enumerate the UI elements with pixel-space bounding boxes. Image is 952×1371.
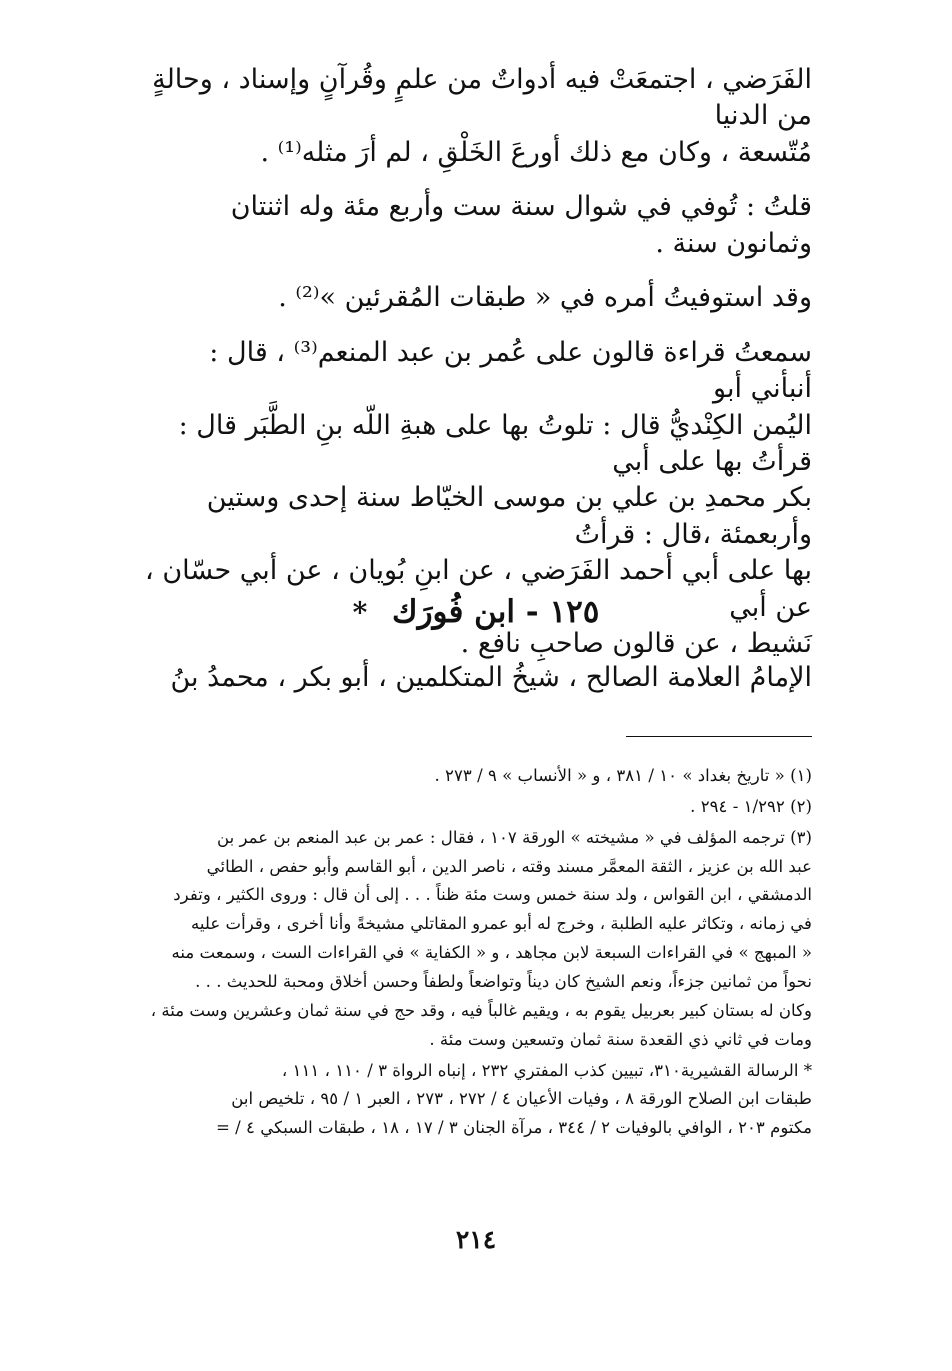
- paragraph-alfaradi: الفَرَضي ، اجتمعَتْ فيه أدواتٌ من علمٍ وقُرآنٍ وإسناد ، وحالةٍ من الدنيا مُتّسعة ، وكان مع ذلك أورعَ الخَلْقِ ، لم أرَ مثله⁽¹⁾ .: [152, 64, 812, 168]
- page-number: ٢١٤: [455, 1225, 497, 1254]
- footnotes-block: [140, 762, 812, 1143]
- star-icon: *: [352, 596, 368, 629]
- footnote-sources: * الرسالة القشيرية٣١٠، تبيين كذب المفتري ٢٣٢ ، إنباه الرواة ٣ / ١١٠ ، ١١١ ، طبقات ابن الصلاح الورقة ٨ ، وفيات الأعيان ٤ / ٢٧٢ ، ٢٧٣ ، العبر ١ / ٩٥ ، تلخيص ابن مكتوم ٢٠٣ ، الوافي بالوفيات ٢ / ٣٤٤ ، مرآة الجنان ٣ / ١٧ ، ١٨ ، طبقات السبكي ٤ / =: [216, 1060, 812, 1138]
- footnote-1: (١) « تاريخ بغداد » ١٠ / ٣٨١ ، و « الأنساب » ٩ / ٢٧٣ .: [434, 766, 812, 785]
- footnote-divider: [626, 736, 812, 737]
- heading-title: ١٢٥ - ابن فُورَك: [392, 594, 600, 630]
- main-text-block: [140, 62, 812, 663]
- paragraph-tabaqat-reference: وقد استوفيتُ أمره في « طبقات المُقرئين »⁽²⁾ .: [278, 282, 812, 314]
- footnote-3: (٣) ترجمه المؤلف في « مشيخته » الورقة ١٠٧ ، فقال : عمر بن عبد المنعم بن عمر بن عبد الله بن عزيز ، الثقة المعمَّر مسند وقته ، ناصر الدين ، أبو القاسم وأبو حفص ، الطائي الدمشقي ، ابن القواس ، ولد سنة خمس وست مئة ظناً . . . إلى أن قال : وروى الكثير ، وتفرد في زمانه ، وتكاثر عليه الطلبة ، وخرج له أبو عمرو المقاتلي مشيخةً وأنا أخرى ، وقرأت عليه « المبهج » في القراءات السبعة لابن مجاهد ، و « الكفاية » في القراءات الست ، وسمعت منه نحواً من ثمانين جزءاً، ونعم الشيخ كان ديناً وتواضعاً ولطفاً وحسن أخلاق ومحبة للحديث . . . وكان له بستان كبير بعربيل يقوم به ، ويقيم غالباً فيه ، وقد حج في سنة ثمان وعشرين وست مئة ، ومات في ثاني ذي القعدة سنة ثمان وتسعين وست مئة .: [150, 827, 812, 1049]
- paragraph-death-date: قلتُ : تُوفي في شوال سنة ست وأربع مئة وله اثنتان وثمانون سنة .: [230, 191, 812, 259]
- biography-opening: الإمامُ العلامة الصالح ، شيخُ المتكلمين ، أبو بكر ، محمدُ بنُ: [170, 662, 812, 693]
- section-heading: [140, 594, 812, 630]
- paragraph-qalun-chain: سمعتُ قراءة قالون على عُمر بن عبد المنعم⁽³⁾ ، قال : أنبأني أبو اليُمن الكِنْديُّ قال : تلوتُ بها على هبةِ اللّه بنِ الطَّبَر قال : قرأتُ بها على أبي بكر محمدِ بن علي بن موسى الخيّاط سنة إحدى وستين وأربعمئة ،قال : قرأتُ بها على أبي أحمد الفَرَضي ، عن ابنِ بُويان ، عن أبي حسّان ، عن أبي نَشيط ، عن قالون صاحبِ نافع .: [145, 336, 812, 660]
- footnote-2: (٢) ١/٢٩٢ - ٢٩٤ .: [690, 796, 812, 816]
